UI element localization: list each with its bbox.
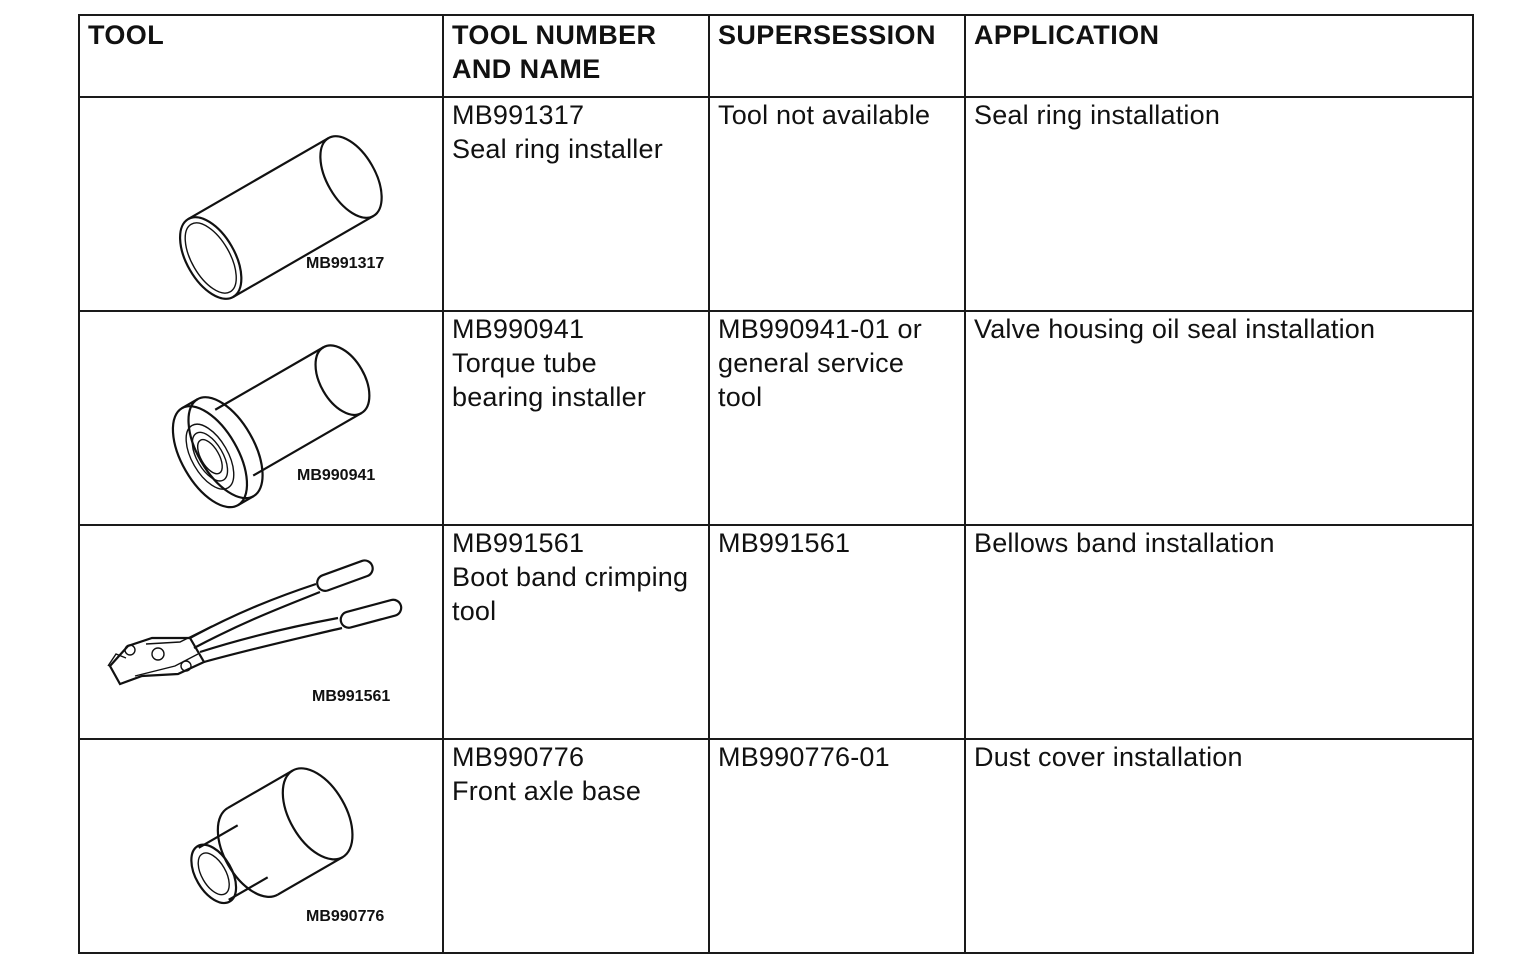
tool-image-code: MB990941 bbox=[297, 467, 376, 484]
application-cell: Bellows band installation bbox=[965, 525, 1473, 739]
front-axle-base-drawing bbox=[79, 739, 443, 953]
supersession-cell: MB990776-01 bbox=[709, 739, 965, 953]
table-row bbox=[79, 739, 1473, 953]
header-tool: TOOL bbox=[79, 15, 443, 97]
seal-ring-installer-icon bbox=[80, 98, 442, 310]
special-tools-table bbox=[78, 14, 1474, 954]
header-supersession: SUPERSESSION bbox=[709, 15, 965, 97]
application-cell: Valve housing oil seal installation bbox=[965, 311, 1473, 525]
tool-image-code: MB991317 bbox=[306, 255, 385, 272]
application-cell: Dust cover installation bbox=[965, 739, 1473, 953]
header-tool-number-and-name: TOOL NUMBER AND NAME bbox=[443, 15, 709, 97]
tool-number-and-name: MB991561 Boot band crimping tool bbox=[443, 525, 709, 739]
tool-image-code: MB991561 bbox=[312, 688, 391, 705]
table-row bbox=[79, 97, 1473, 311]
tool-number-and-name: MB990776 Front axle base bbox=[443, 739, 709, 953]
torque-tube-bearing-installer-drawing bbox=[79, 311, 443, 525]
header-row bbox=[79, 15, 1473, 97]
boot-band-crimping-tool-icon bbox=[80, 526, 442, 738]
application-cell: Seal ring installation bbox=[965, 97, 1473, 311]
tool-number-and-name: MB991317 Seal ring installer bbox=[443, 97, 709, 311]
table-row bbox=[79, 311, 1473, 525]
supersession-cell: MB990941-01 or general service tool bbox=[709, 311, 965, 525]
tool-number-and-name: MB990941 Torque tube bearing installer bbox=[443, 311, 709, 525]
header-application: APPLICATION bbox=[965, 15, 1473, 97]
tool-image-code: MB990776 bbox=[306, 908, 385, 925]
supersession-cell: MB991561 bbox=[709, 525, 965, 739]
seal-ring-installer-drawing bbox=[79, 97, 443, 311]
boot-band-crimping-tool-drawing bbox=[79, 525, 443, 739]
supersession-cell: Tool not available bbox=[709, 97, 965, 311]
front-axle-base-icon bbox=[80, 740, 442, 952]
torque-tube-bearing-installer-icon bbox=[80, 312, 442, 524]
table-row bbox=[79, 525, 1473, 739]
